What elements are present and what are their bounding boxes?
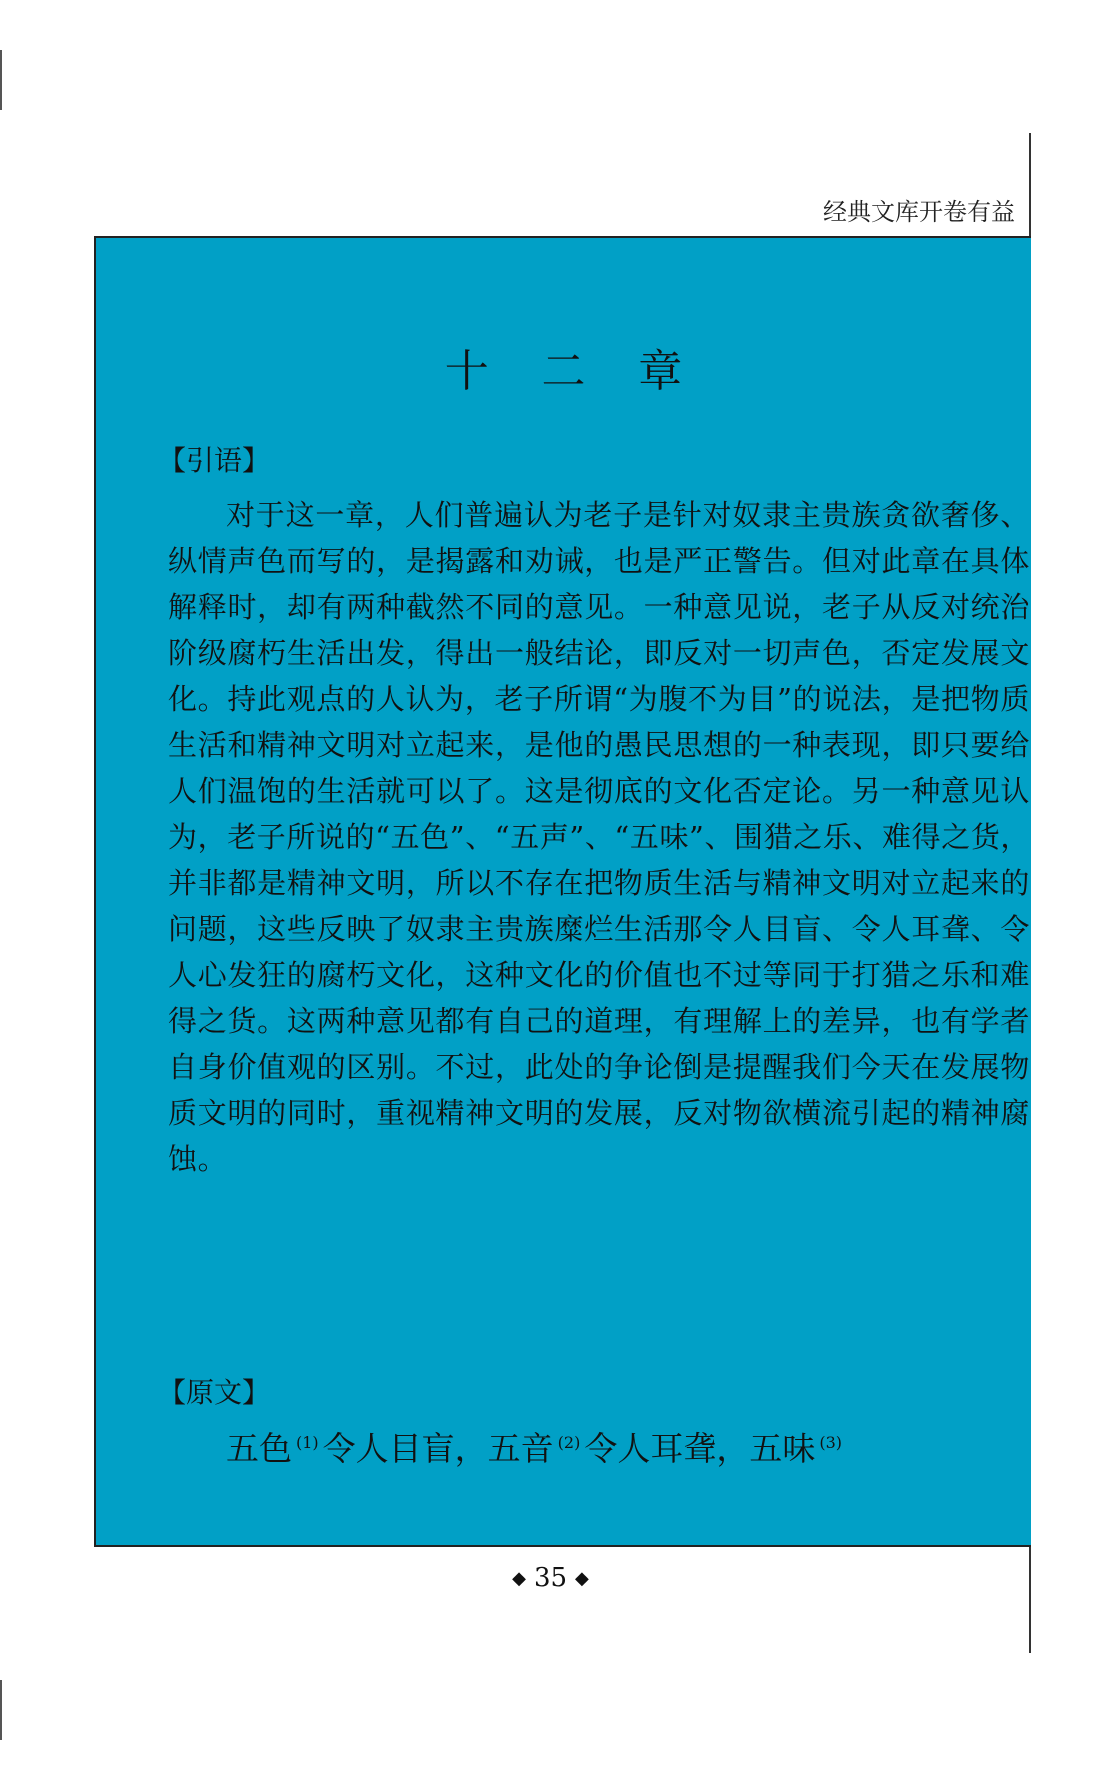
running-head: 经典文库开卷有益 <box>823 198 1015 226</box>
page-number: 35 <box>533 1563 568 1593</box>
crop-mark-bottom <box>0 1680 2 1740</box>
footnote-marker-2: (2) <box>557 1433 581 1452</box>
intro-label: 【引语】 <box>158 444 271 477</box>
original-segment: 五色 <box>226 1429 292 1468</box>
original-label: 【原文】 <box>158 1376 271 1409</box>
diamond-left-icon: ◆ <box>512 1568 526 1589</box>
chapter-title: 十二章 <box>444 346 736 397</box>
crop-mark-top <box>0 50 2 110</box>
content-panel <box>94 238 1031 1547</box>
footnote-marker-1: (1) <box>296 1433 319 1452</box>
page-folio <box>0 1558 1101 1598</box>
original-segment: 令人目盲，五音 <box>322 1429 554 1468</box>
original-segment: 令人耳聋，五味 <box>584 1429 816 1468</box>
intro-paragraph: 对于这一章，人们普遍认为老子是针对奴隶主贵族贪欲奢侈、纵情声色而写的，是揭露和劝诫，也是严正警告。但对此章在具体解释时，却有两种截然不同的意见。一种意见说，老子从反对统治阶级腐朽生活出发，得出一般结论，即反对一切声色，否定发展文化。持此观点的人认为，老子所谓“为腹不为目”的说法，是把物质生活和精神文明对立起来，是他的愚民思想的一种表现，即只要给人们温饱的生活就可以了。这是彻底的文化否定论。另一种意见认为，老子所说的“五色”、“五声”、“五味”、围猎之乐、难得之货，并非都是精神文明，所以不存在把物质生活与精神文明对立起来的问题，这些反映了奴隶主贵族糜烂生活那令人目盲、令人耳聋、令人心发狂的腐朽文化，这种文化的价值也不过等同于打猎之乐和难得之货。这两种意见都有自己的道理，有理解上的差异，也有学者自身价值观的区别。不过，此处的争论倒是提醒我们今天在发展物质文明的同时，重视精神文明的发展，反对物欲横流引起的精神腐蚀。 <box>168 498 1030 1176</box>
diamond-right-icon: ◆ <box>575 1568 589 1589</box>
original-text <box>168 1416 1028 1476</box>
footnote-marker-3: (3) <box>819 1433 843 1452</box>
